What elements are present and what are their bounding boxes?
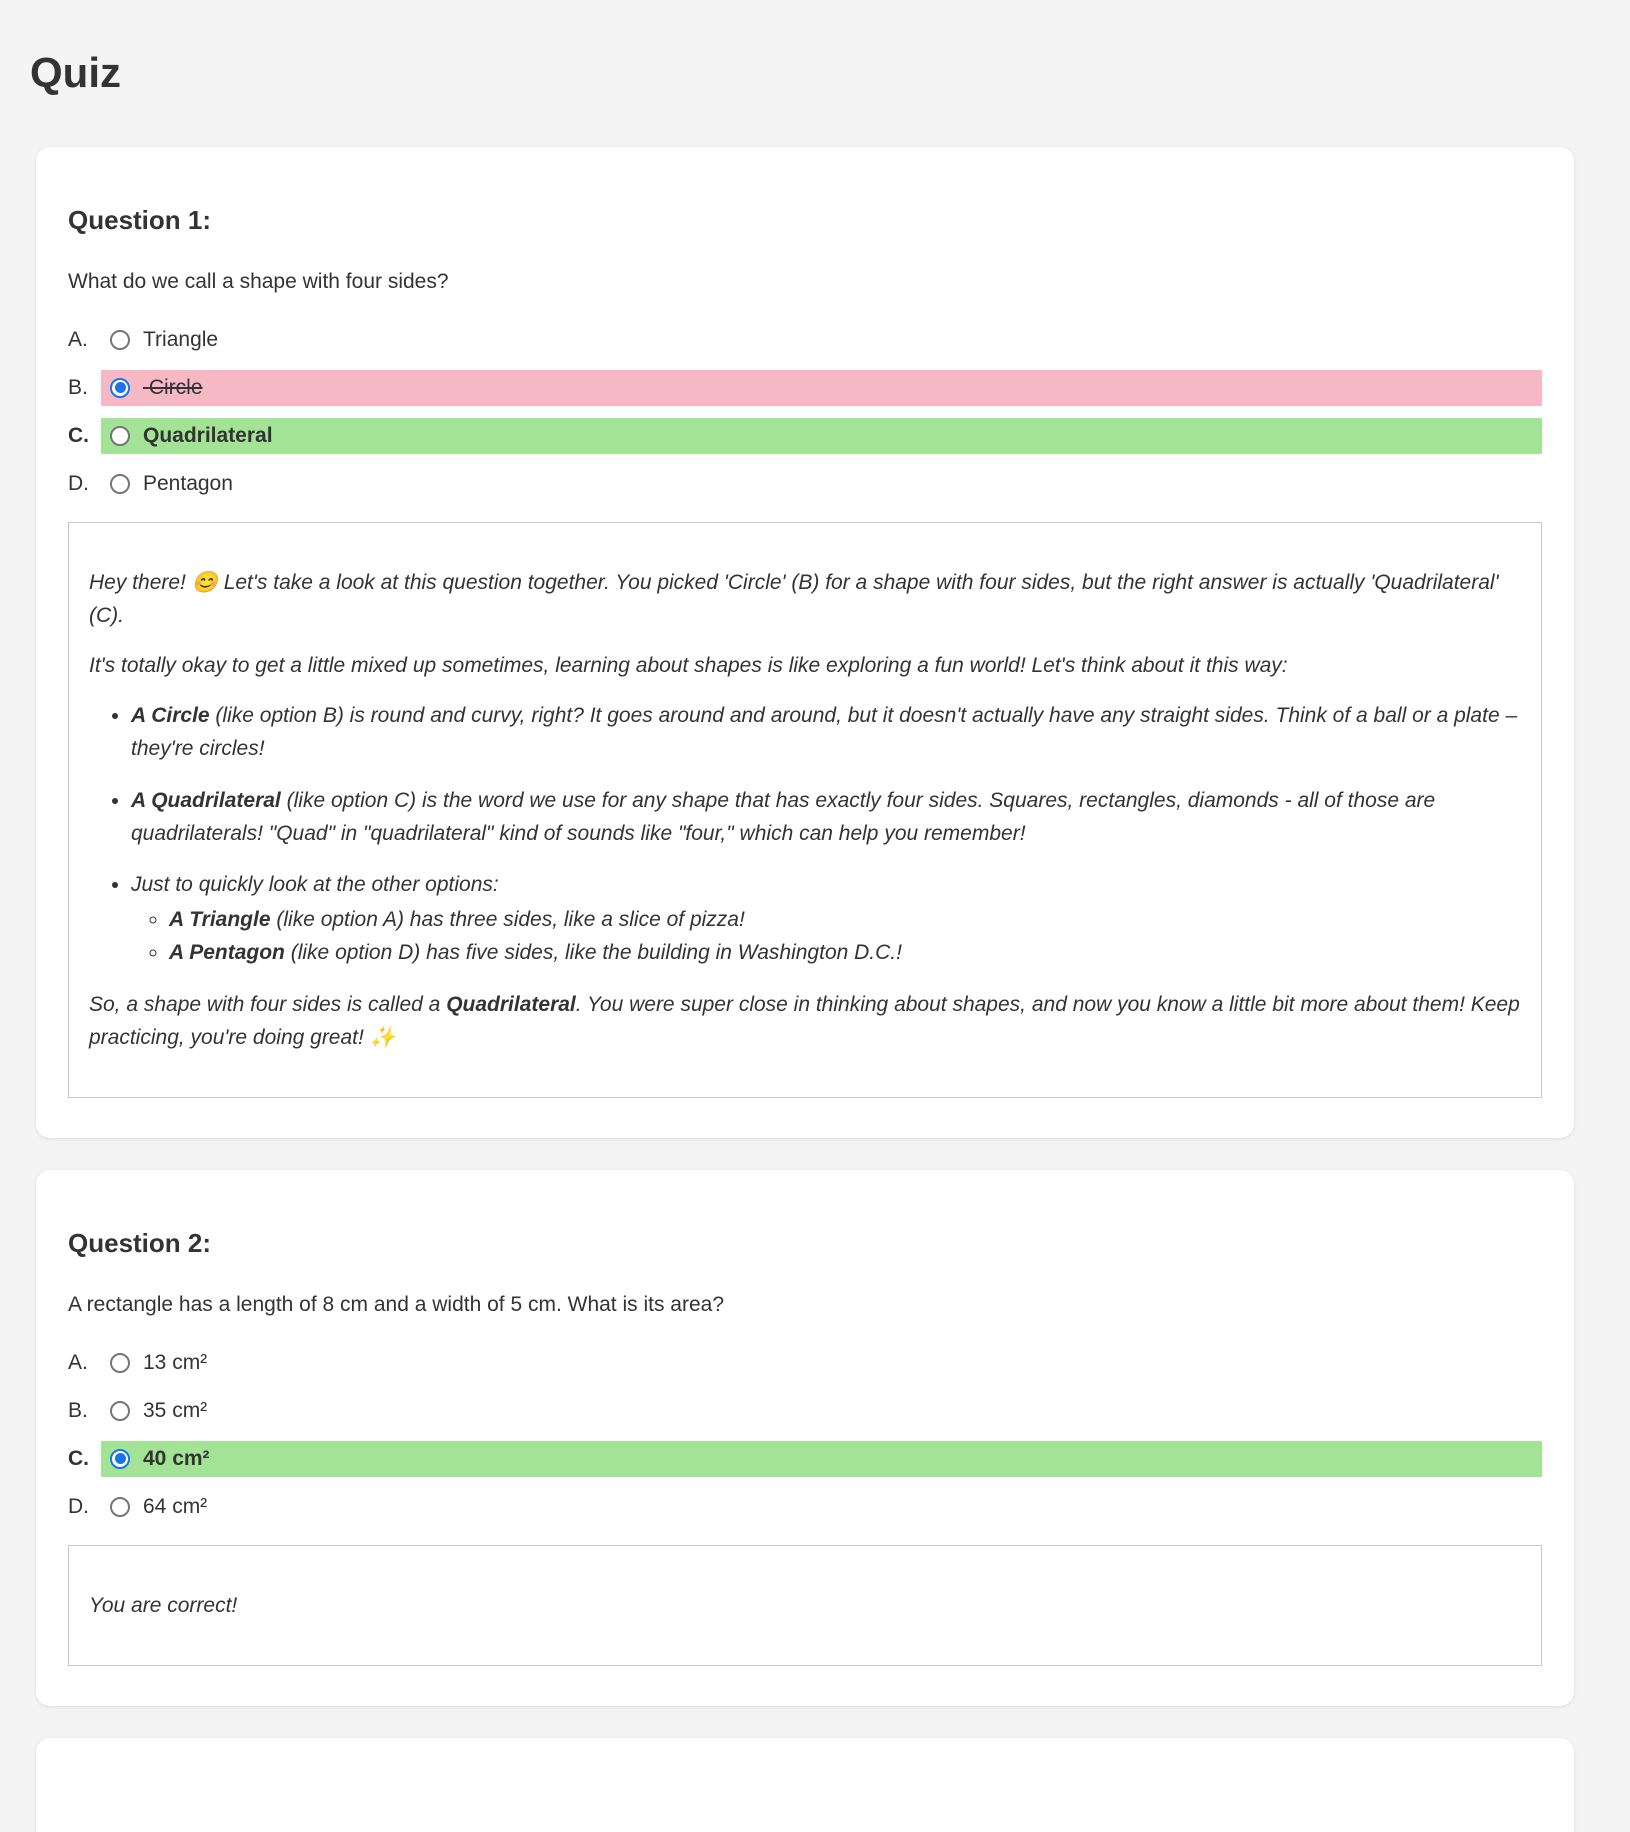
feedback-list: [89, 699, 1521, 969]
question-1-prompt: What do we call a shape with four sides?: [68, 269, 449, 293]
feedback-list-item: • A Circle (like option B) is round and curvy, right? It goes around and around, but it doesn't actually have any straight sides. Think of a ball or a plate – they're circles!: [131, 699, 1521, 765]
option-label: 35 cm²: [143, 1398, 208, 1422]
feedback-bold-text: A Pentagon: [169, 941, 285, 965]
radio-button[interactable]: [110, 1353, 130, 1373]
feedback-bold-text: Quadrilateral: [446, 992, 576, 1016]
radio-button[interactable]: [110, 1401, 130, 1421]
option-label: Pentagon: [143, 471, 233, 495]
option-body[interactable]: [101, 1345, 1542, 1381]
feedback-list-item: ◦ A Triangle (like option A) has three sides, like a slice of pizza!: [169, 903, 1521, 936]
feedback-bold-text: A Triangle: [169, 908, 271, 932]
feedback-content: [89, 1589, 1521, 1622]
option-label: Circle: [148, 375, 203, 399]
option-body[interactable]: [101, 370, 1542, 406]
option-letter: D.: [68, 471, 89, 495]
option-letter: D.: [68, 1494, 89, 1518]
option-letter: C.: [68, 423, 89, 447]
radio-button[interactable]: [110, 474, 130, 494]
question-2-feedback-box: [68, 1545, 1542, 1666]
option-label: 13 cm²: [143, 1350, 208, 1374]
option-row[interactable]: [68, 370, 1542, 406]
question-2-prompt: A rectangle has a length of 8 cm and a width of 5 cm. What is its area?: [68, 1292, 725, 1316]
option-letter: A.: [68, 1350, 88, 1374]
option-body[interactable]: [101, 1441, 1542, 1477]
option-label: 40 cm²: [143, 1446, 210, 1470]
feedback-paragraph: Hey there! 😊 Let's take a look at this question together. You picked 'Circle' (B) for a shape with four sides, but the right answer is actually 'Quadrilateral' (C).: [89, 570, 1499, 627]
radio-button[interactable]: [110, 426, 130, 446]
option-body[interactable]: [101, 1489, 1542, 1525]
feedback-list-item: ◦ A Pentagon (like option D) has five sides, like the building in Washington D.C.!: [169, 936, 1521, 969]
feedback-list: [131, 903, 1521, 969]
option-body[interactable]: [101, 418, 1542, 454]
feedback-bold-text: A Quadrilateral: [131, 788, 281, 812]
question-card-2: [36, 1170, 1574, 1706]
option-letter: C.: [68, 1446, 89, 1470]
question-2-options: [68, 1345, 1542, 1525]
feedback-paragraph: You are correct!: [89, 1593, 238, 1617]
option-row[interactable]: [68, 1441, 1542, 1477]
option-body[interactable]: [101, 322, 1542, 358]
option-row[interactable]: [68, 1393, 1542, 1429]
option-letter: B.: [68, 375, 88, 399]
option-label: Triangle: [143, 327, 219, 351]
page-title: Quiz: [30, 49, 121, 96]
radio-button[interactable]: [110, 330, 130, 350]
radio-button[interactable]: [110, 1497, 130, 1517]
feedback-list-item: • A Quadrilateral (like option C) is the word we use for any shape that has exactly four sides. Squares, rectangles, diamonds - all of those are quadrilaterals! "Quad" in "quadrilateral" kind of sounds like "four," which can help you remember!: [131, 784, 1521, 850]
option-letter: A.: [68, 327, 88, 351]
feedback-list-item: • Just to quickly look at the other options: ◦ A Triangle (like option A) has three sides, like a slice of pizza! ◦ A Pentagon (like option D) has five sides, like the building in Washington D.C.!: [131, 868, 1521, 970]
feedback-content: [89, 566, 1521, 1054]
radio-button-selected[interactable]: [110, 378, 130, 398]
option-label: 64 cm²: [143, 1494, 208, 1518]
option-row[interactable]: [68, 1489, 1542, 1525]
question-card-1: [36, 147, 1574, 1138]
option-row[interactable]: [68, 322, 1542, 358]
radio-button-selected[interactable]: [110, 1449, 130, 1469]
feedback-bold-text: A Circle: [131, 704, 210, 728]
question-1-options: [68, 322, 1542, 502]
question-1-feedback-box: [68, 522, 1542, 1098]
question-1-heading: Question 1:: [68, 204, 212, 235]
question-card-3-partial: [36, 1738, 1574, 1832]
option-body[interactable]: [101, 1393, 1542, 1429]
question-2-heading: Question 2:: [68, 1227, 212, 1258]
option-row[interactable]: [68, 418, 1542, 454]
feedback-paragraph: So, a shape with four sides is called a Quadrilateral. You were super close in thinking about shapes, and now you know a little bit more about them! Keep practicing, you're doing great! ✨: [89, 992, 1520, 1049]
option-body[interactable]: [101, 466, 1542, 502]
option-row[interactable]: [68, 1345, 1542, 1381]
feedback-paragraph: It's totally okay to get a little mixed up sometimes, learning about shapes is like exploring a fun world! Let's think about it this way:: [89, 654, 1288, 678]
option-label: Quadrilateral: [143, 423, 273, 447]
option-row[interactable]: [68, 466, 1542, 502]
option-letter: B.: [68, 1398, 88, 1422]
